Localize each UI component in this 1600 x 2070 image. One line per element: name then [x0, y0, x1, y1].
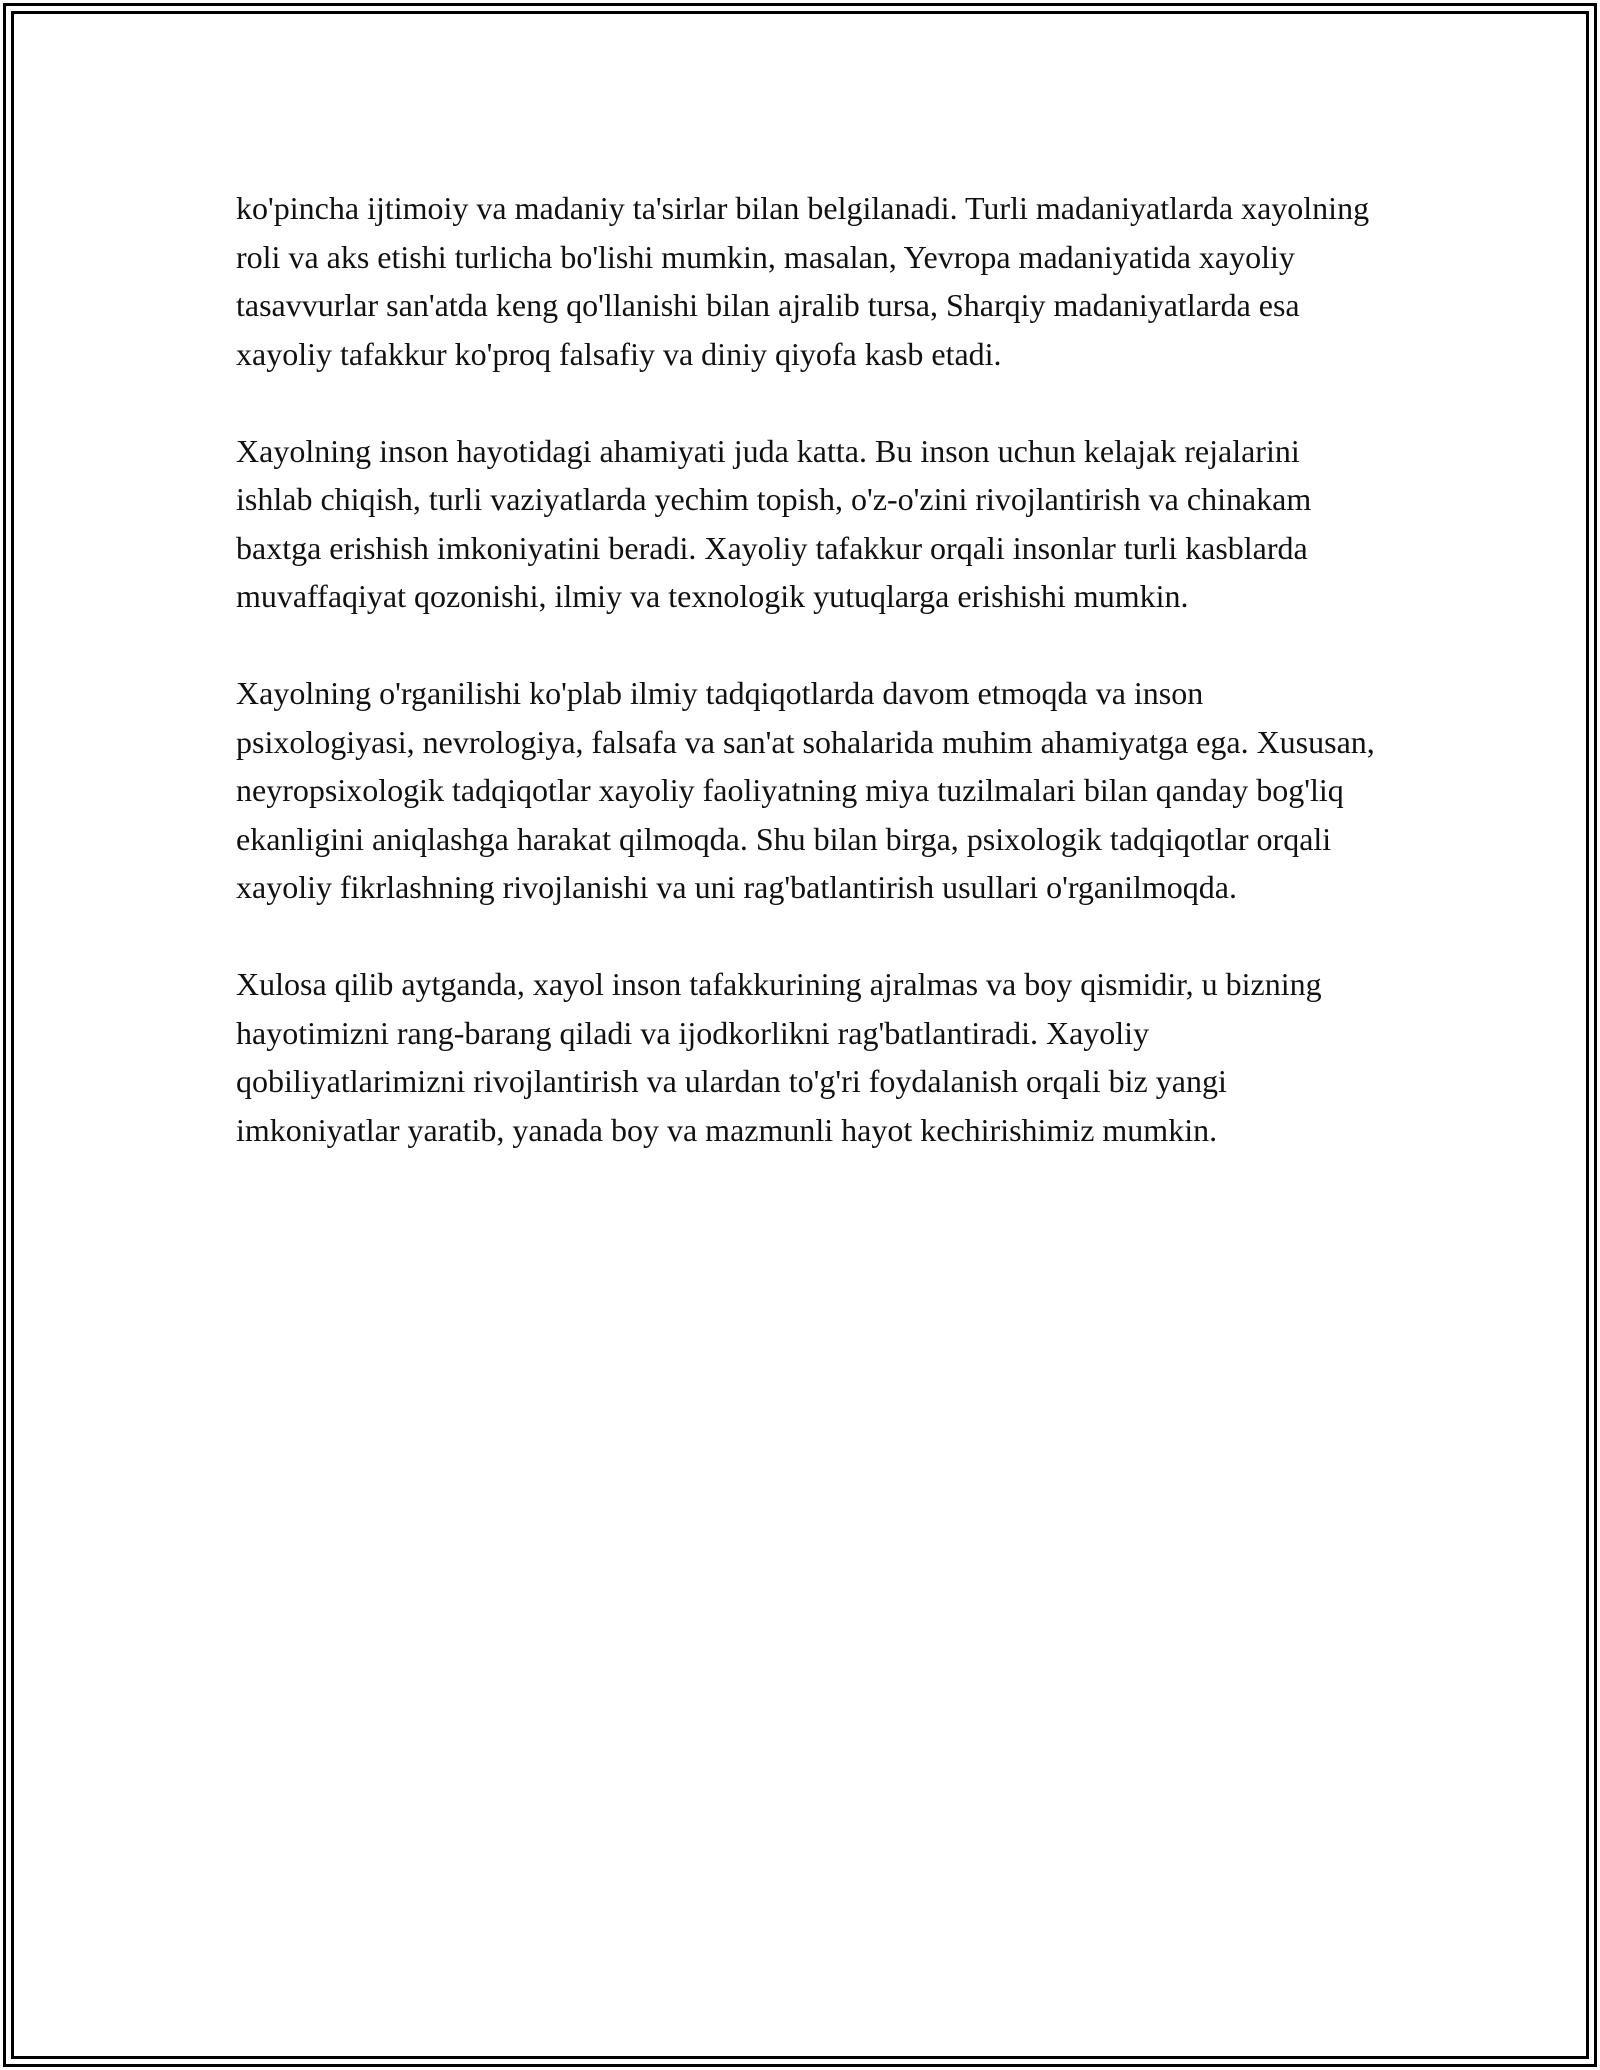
paragraph-2: Xayolning inson hayotidagi ahamiyati juda katta. Bu inson uchun kelajak rejalarini ishlab chiqish, turli vaziyatlarda yechim topish, o'z-o'zini rivojlantirish va chinakam baxtga erishish imkoniyatini beradi. Xayoliy tafakkur orqali insonlar turli kasblarda muvaffaqiyat qozonishi, ilmiy va texnologik yutuqlarga erishishi mumkin.	[236, 432, 1312, 614]
paragraph-3: Xayolning o'rganilishi ko'plab ilmiy tadqiqotlarda davom etmoqda va inson psixologiyasi, nevrologiya, falsafa va san'at sohalarida muhim ahamiyatga ega. Xususan, neyropsixologik tadqiqotlar xayoliy faoliyatning miya tuzilmalari bilan qanday bog'liq ekanligini aniqlashga harakat qilmoqda. Shu bilan birga, psixologik tadqiqotlar orqali xayoliy fikrlashning rivojlanishi va uni rag'batlantirish usullari o'rganilmoqda.	[236, 675, 1375, 905]
paragraph-1: ko'pincha ijtimoiy va madaniy ta'sirlar bilan belgilanadi. Turli madaniyatlarda xayolning roli va aks etishi turlicha bo'lishi mumkin, masalan, Yevropa madaniyatida xayoliy tasavvurlar san'atda keng qo'llanishi bilan ajralib tursa, Sharqiy madaniyatlarda esa xayoliy tafakkur ko'proq falsafiy va diniy qiyofa kasb etadi.	[236, 190, 1370, 372]
paragraph-4: Xulosa qilib aytganda, xayol inson tafakkurining ajralmas va boy qismidir, u bizning hayotimizni rang-barang qiladi va ijodkorlikni rag'batlantiradi. Xayoliy qobiliyatlarimizni rivojlantirish va ulardan to'g'ri foydalanish orqali biz yangi imkoniyatlar yaratib, yanada boy va mazmunli hayot kechirishimiz mumkin.	[236, 966, 1322, 1148]
document-body	[236, 184, 1376, 1203]
